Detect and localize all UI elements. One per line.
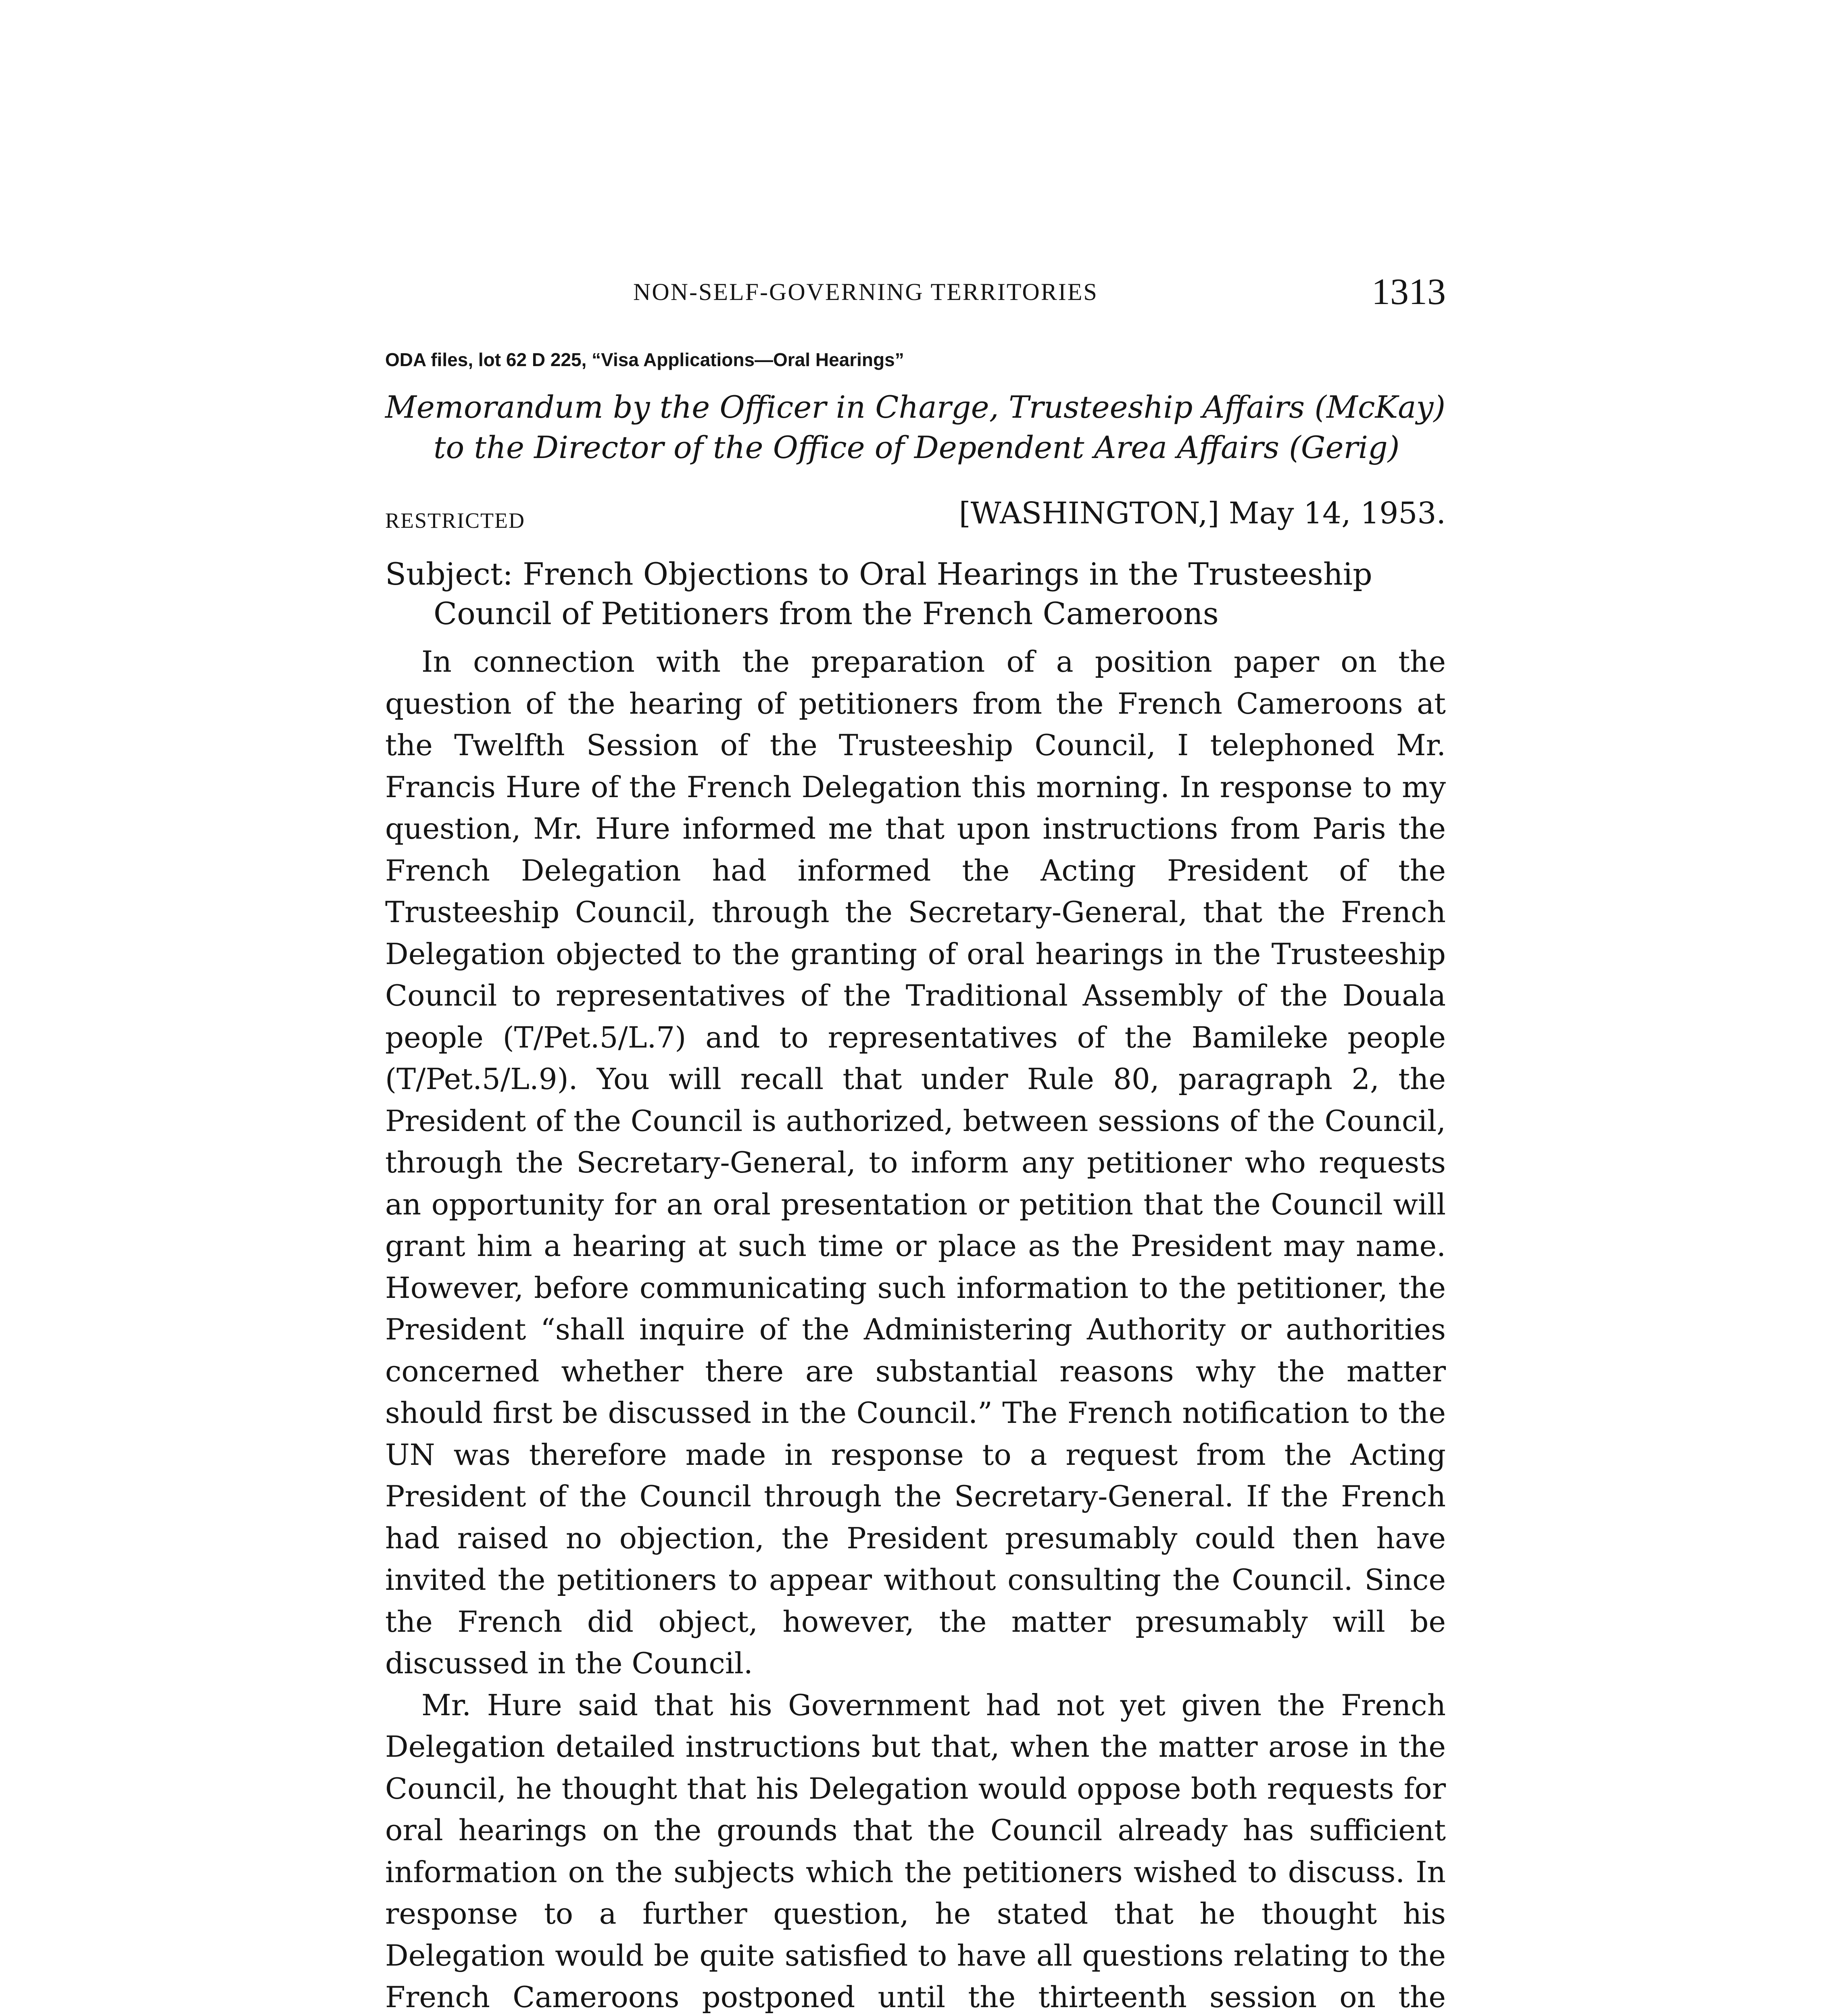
body-paragraph-1: In connection with the preparation of a position paper on the question of the hearing of petitioners from the French Cameroons at the Twelfth Session of the Trusteeship Council, I telephoned Mr. Francis Hure of the French Delegation this morning. In response to my question, Mr. Hure informed me that upon instructions from Paris the French Delegation had informed the Acting President of the Trusteeship Council, through the Secretary-General, that the French Delegation objected to the granting of oral hearings in the Trusteeship Council to representatives of the Traditional Assembly of the Douala people (T/Pet.5/L.7) and to representatives of the Bamileke people (T/Pet.5/L.9). You will recall that under Rule 80, paragraph 2, the President of the Council is authorized, between sessions of the Council, through the Secretary-General, to inform any petitioner who requests an opportunity for an oral presentation or petition that the Council will grant him a hearing at such time or place as the President may name. However, before communicating such information to the petitioner, the President “shall inquire of the Administering Authority or authorities concerned whether there are substantial reasons why the matter should first be discussed in the Council.” The French notification to the UN was therefore made in response to a request from the Acting President of the Council through the Secretary-General. If the French had raised no objection, the President presumably could then have invited the petitioners to appear without consulting the Council. Since the French did object, however, the matter presumably will be discussed in the Council. xyxy=(385,645,1446,1680)
body-paragraph-2: Mr. Hure said that his Government had not yet given the French Delegation detailed instructions but that, when the matter arose in the Council, he thought that his Delegation would oppose both requests for oral hearings on the grounds that the Council already has sufficient information on the subjects which the petitioners wished to discuss. In response to a further question, he stated that he thought his Delegation would be quite satisfied to have all questions relating to the French Cameroons postponed until the thirteenth session on the xyxy=(385,1688,1446,2014)
subject-text-line-1: French Objections to Oral Hearings in the Trusteeship xyxy=(523,556,1372,592)
document-title-line-1: Memorandum by the Officer in Charge, Trusteeship Affairs (McKay) xyxy=(385,389,1446,425)
subject-label: Subject: xyxy=(385,556,513,592)
running-head: NON-SELF-GOVERNING TERRITORIES xyxy=(633,279,1098,305)
subject-text-line-2: Council of Petitioners from the French Cameroons xyxy=(434,596,1219,631)
document-title xyxy=(385,387,1446,468)
page-number: 1313 xyxy=(1372,271,1446,312)
classification-label: RESTRICTED xyxy=(385,508,525,533)
source-note: ODA files, lot 62 D 225, “Visa Applications—Oral Hearings” xyxy=(385,349,904,370)
dateline: [WASHINGTON,] May 14, 1953. xyxy=(959,496,1446,531)
subject-line xyxy=(385,554,1446,633)
memo-body xyxy=(385,641,1446,2016)
document-title-line-2: to the Director of the Office of Dependent Area Affairs (Gerig) xyxy=(434,429,1400,465)
